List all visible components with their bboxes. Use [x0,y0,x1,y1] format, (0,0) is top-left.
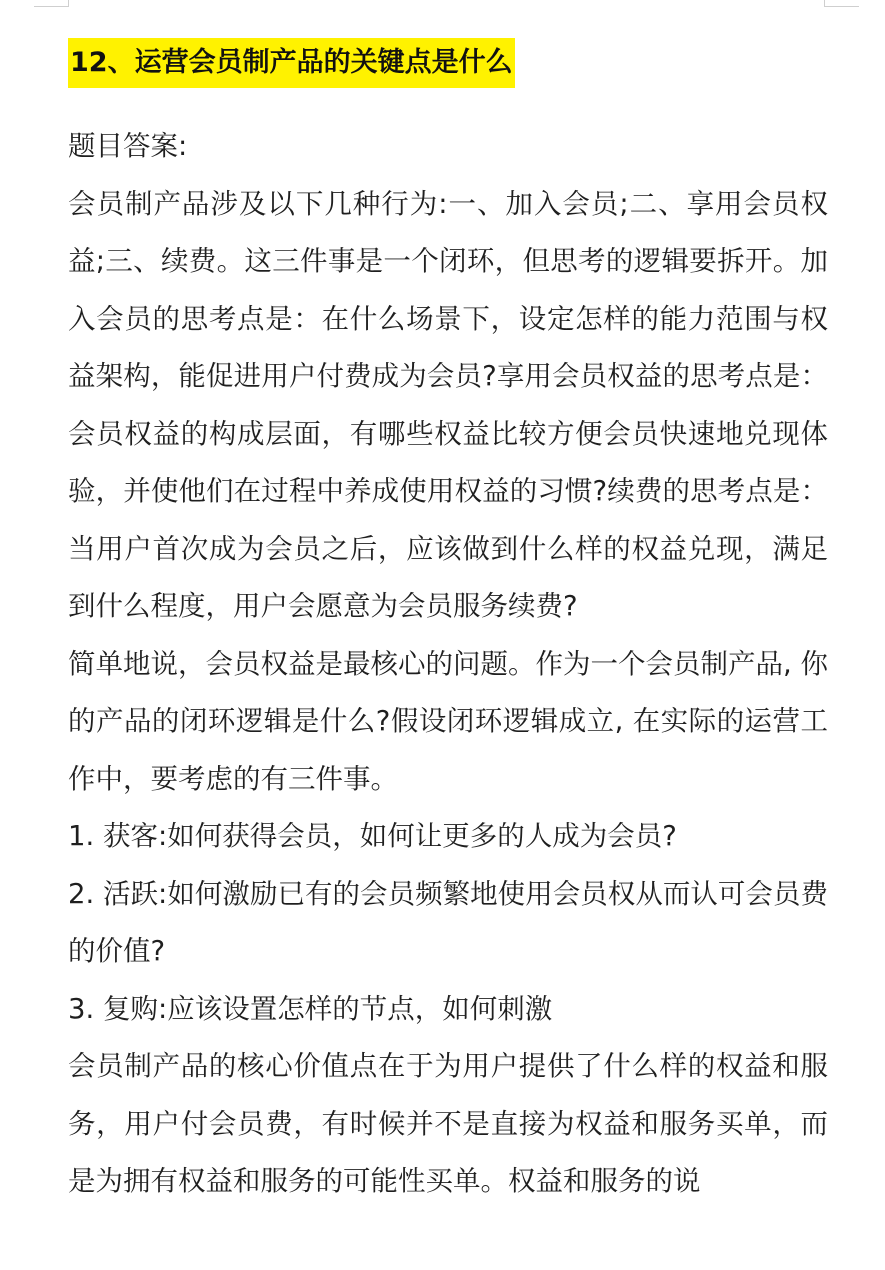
answer-paragraph-1: 会员制产品涉及以下几种行为:一、加入会员;二、享用会员权益;三、续费。这三件事是一个闭环，但思考的逻辑要拆开。加入会员的思考点是：在什么场景下，设定怎样的能力范围与权益架构，能促进用户付费成为会员?享用会员权益的思考点是：会员权益的构成层面，有哪些权益比较方便会员快速地兑现体验，并使他们在过程中养成使用权益的习惯?续费的思考点是：当用户首次成为会员之后，应该做到什么样的权益兑现，满足到什么程度，用户会愿意为会员服务续费? [68,187,828,622]
answer-paragraph-2: 简单地说，会员权益是最核心的问题。作为一个会员制产品, 你的产品的闭环逻辑是什么?假设闭环逻辑成立, 在实际的运营工作中，要考虑的有三件事。 [68,647,828,795]
question-title: 12、运营会员制产品的关键点是什么 [68,38,515,88]
closing-paragraph: 会员制产品的核心价值点在于为用户提供了什么样的权益和服务，用户付会员费，有时候并不是直接为权益和服务买单，而是为拥有权益和服务的可能性买单。权益和服务的说 [68,1050,828,1197]
answer-label: 题目答案: [68,130,188,162]
document-body [68,38,828,1211]
page-corner-mark-right [824,0,859,7]
list-item-activation: 2. 活跃:如何激励已有的会员频繁地使用会员权从而认可会员费的价值? [68,877,828,967]
title-block [68,38,828,88]
list-item-acquisition: 1. 获客:如何获得会员，如何让更多的人成为会员? [68,820,677,852]
page-corner-mark-left [34,0,69,7]
list-item-repurchase: 3. 复购:应该设置怎样的节点，如何刺激 [68,992,553,1025]
